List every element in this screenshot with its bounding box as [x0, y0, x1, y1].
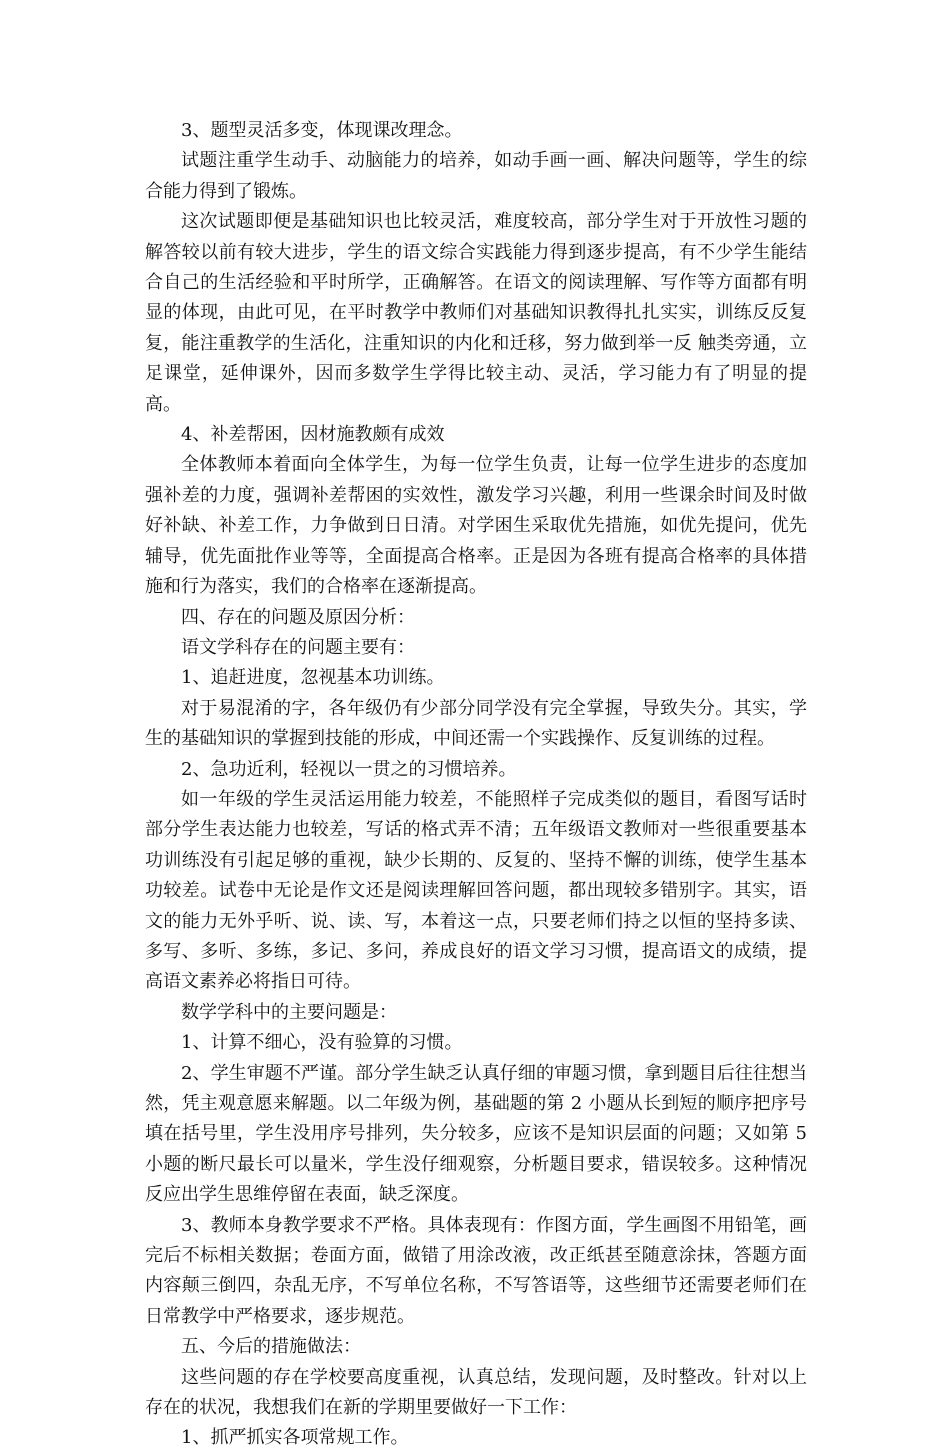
- paragraph-11: 如一年级的学生灵活运用能力较差，不能照样子完成类似的题目，看图写话时部分学生表达能力也较差，写话的格式弄不清；五年级语文教师对一些很重要基本功训练没有引起足够的重视，缺少长期的、反复的、坚持不懈的训练，使学生基本功较差。试卷中无论是作文还是阅读理解回答问题，都出现较多错别字。其实，语文的能力无外乎听、说、读、写，本着这一点，只要老师们持之以恒的坚持多读、多写、多听、多练，多记、多问，养成良好的语文学习习惯，提高语文的成绩，提高语文素养必将指日可待。: [145, 788, 807, 993]
- paragraph-9: 对于易混淆的字，各年级仍有少部分同学没有完全掌握，导致失分。其实，学生的基础知识的掌握到技能的形成，中间还需一个实践操作、反复训练的过程。: [145, 697, 807, 750]
- paragraph-1: 3、题型灵活多变，体现课改理念。: [181, 120, 463, 141]
- paragraph-3: 这次试题即便是基础知识也比较灵活，难度较高，部分学生对于开放性习题的解答较以前有较大进步，学生的语文综合实践能力得到逐步提高，有不少学生能结合自己的生活经验和平时所学，正确解答。在语文的阅读理解、写作等方面都有明显的体现，由此可见，在平时教学中教师们对基础知识教得扎扎实实，训练反反复复，能注重教学的生活化，注重知识的内化和迁移，努力做到举一反 触类旁通，立足课堂，延伸课外，因而多数学生学得比较主动、灵活，学习能力有了明显的提高。: [145, 211, 807, 415]
- paragraph-5: 全体教师本着面向全体学生，为每一位学生负责，让每一位学生进步的态度加强补差的力度，强调补差帮困的实效性，激发学习兴趣，利用一些课余时间及时做好补缺、补差工作，力争做到日日清。对学困生采取优先措施，如优先提问，优先辅导，优先面批作业等等，全面提高合格率。正是因为各班有提高合格率的具体措施和行为落实，我们的合格率在逐渐提高。: [145, 454, 807, 598]
- paragraph-2: 试题注重学生动手、动脑能力的培养，如动手画一画、解决问题等，学生的综合能力得到了锻炼。: [145, 150, 807, 202]
- paragraph-18: 1、抓严抓实各项常规工作。: [181, 1427, 409, 1449]
- section-heading-problems: 四、存在的问题及原因分析：: [181, 606, 415, 628]
- paragraph-8: 1、追赶进度，忽视基本功训练。: [181, 667, 445, 689]
- document-page: [145, 116, 807, 1454]
- paragraph-17: 这些问题的存在学校要高度重视，认真总结，发现问题，及时整改。针对以上存在的状况，我想我们在新的学期里要做好一下工作：: [145, 1366, 807, 1419]
- paragraph-15: 3、教师本身教学要求不严格。具体表现有：作图方面，学生画图不用铅笔，画完后不标相关数据；卷面方面，做错了用涂改液，改正纸甚至随意涂抹，答题方面内容颠三倒四，杂乱无序，不写单位名称，不写答语等，这些细节还需要老师们在日常教学中严格要求，逐步规范。: [145, 1214, 807, 1327]
- paragraph-14: 2、学生审题不严谨。部分学生缺乏认真仔细的审题习惯，拿到题目后往往想当然，凭主观意愿来解题。以二年级为例，基础题的第 2 小题从长到短的顺序把序号填在括号里，学生没用序号排列，失分较多，应该不是知识层面的问题；又如第 5 小题的断尺最长可以量米，学生没仔细观察，分析题目要求，错误较多。这种情况反应出学生思维停留在表面，缺乏深度。: [145, 1062, 807, 1206]
- paragraph-10: 2、急功近利，轻视以一贯之的习惯培养。: [181, 758, 517, 780]
- paragraph-13: 1、计算不细心，没有验算的习惯。: [181, 1032, 463, 1054]
- paragraph-12: 数学学科中的主要问题是：: [181, 1001, 397, 1023]
- paragraph-7: 语文学科存在的问题主要有：: [181, 636, 415, 658]
- section-heading-measures: 五、今后的措施做法：: [181, 1336, 361, 1358]
- paragraph-4: 4、补差帮困，因材施教颇有成效: [181, 424, 445, 446]
